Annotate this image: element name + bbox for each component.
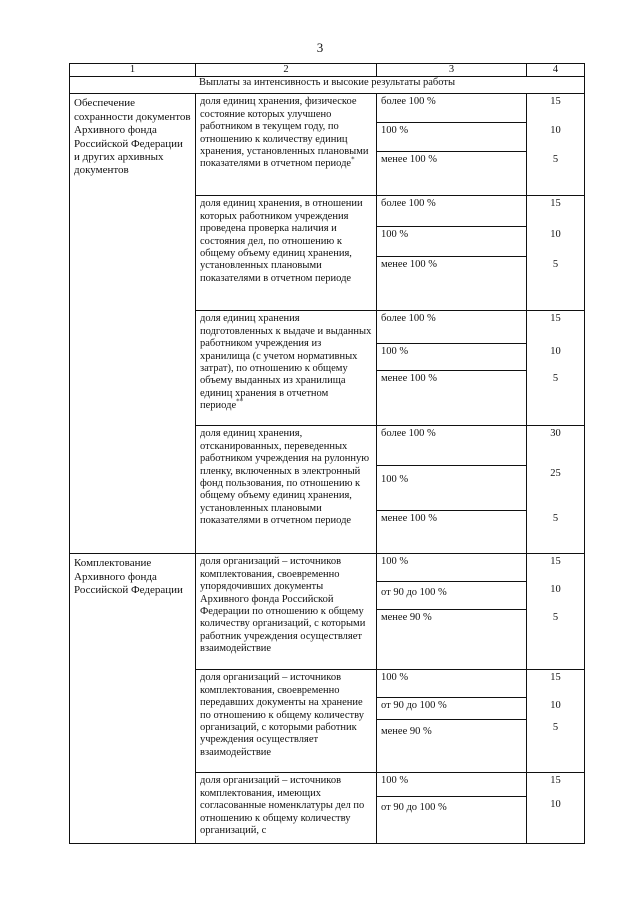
indicator-cell (196, 670, 377, 773)
page-number: 3 (316, 40, 324, 55)
value: 5 (552, 259, 559, 271)
value: 15 (550, 556, 561, 568)
section-title: Выплаты за интенсивность и высокие результаты работы (70, 77, 585, 94)
footnote-mark: * (351, 155, 355, 164)
indicator-text: доля единиц хранения, отсканированных, переведенных работником учреждения на рулонную пленку, включенных в электронный фонд пользования, по отношению к общему объему единиц хранения, установленных плановыми показателями в отчетном периоде (200, 428, 370, 527)
table-row (70, 94, 585, 196)
column-header-row (70, 64, 585, 77)
value-cell (527, 311, 585, 426)
indicator-cell (196, 773, 377, 844)
column-header: 3 (377, 64, 527, 77)
condition-label: менее 100 % (381, 373, 437, 385)
value-cell (527, 670, 585, 773)
value-cell (527, 554, 585, 670)
condition-label: менее 100 % (381, 154, 437, 166)
condition-cell (377, 554, 527, 670)
indicator-text: доля организаций – источников комплектования, своевременно упорядочивших документы Архивного фонда Российской Федерации по отношению к общему количеству организаций, с которыми работник учреждения осуществляет взаимодействие (200, 556, 366, 655)
footnote-mark: ** (236, 397, 244, 406)
condition-label: 100 % (377, 554, 526, 582)
value: 5 (552, 513, 559, 525)
condition-label: от 90 до 100 % (381, 802, 447, 814)
condition-label: менее 100 % (381, 513, 437, 525)
condition-cell (377, 773, 527, 844)
value: 10 (550, 229, 561, 241)
indicator-cell (196, 311, 377, 426)
value: 5 (552, 154, 559, 166)
payments-table (69, 63, 585, 844)
value: 30 (550, 428, 561, 440)
value-cell (527, 94, 585, 196)
value: 10 (550, 584, 561, 596)
value: 15 (550, 672, 561, 684)
indicator-cell (196, 196, 377, 311)
condition-label: более 100 % (377, 196, 526, 227)
indicator-text: доля организаций – источников комплектования, своевременно передавших документы на хранение по отношению к общему количеству организаций, с которыми работник учреждения осуществляет взаимодействие (200, 672, 364, 758)
indicator-text: доля единиц хранения подготовленных к выдаче и выданных работником учреждения из хранилища (с учетом нормативных затрат), по отношению к общему объему выданных из хранилища единиц хранения в отчетном периоде (200, 313, 372, 412)
value: 15 (550, 198, 561, 210)
indicator-cell (196, 94, 377, 196)
condition-cell (377, 196, 527, 311)
value-cell (527, 773, 585, 844)
condition-label: менее 90 % (381, 726, 432, 738)
condition-label: более 100 % (377, 94, 526, 123)
condition-cell (377, 311, 527, 426)
value: 10 (550, 799, 561, 811)
value: 15 (550, 313, 561, 325)
condition-label: 100 % (377, 773, 526, 797)
section-row (70, 77, 585, 94)
value: 5 (552, 722, 559, 734)
condition-label: 100 % (377, 466, 526, 511)
condition-label: от 90 до 100 % (377, 698, 526, 720)
condition-label: менее 100 % (381, 259, 437, 271)
value: 10 (550, 346, 561, 358)
condition-label: от 90 до 100 % (377, 582, 526, 610)
value: 15 (550, 96, 561, 108)
indicator-text: доля организаций – источников комплектования, имеющих согласованные номенклатуры дел по отношению к общему количеству организаций, с (200, 775, 365, 837)
column-header: 2 (196, 64, 377, 77)
indicator-text: доля единиц хранения, в отношении которых работником учреждения проведена проверка наличия и состояния дел, по отношению к общему объему единиц хранения, установленных плановыми показателями в отчетном периоде (200, 198, 363, 284)
value: 5 (552, 373, 559, 385)
condition-label: 100 % (377, 670, 526, 698)
value-cell (527, 196, 585, 311)
column-header: 4 (527, 64, 585, 77)
value: 25 (550, 468, 561, 480)
condition-cell (377, 426, 527, 554)
indicator-text: доля единиц хранения, физическое состояние которых улучшено работником в текущем году, по отношению к количеству единиц хранения, установленных плановыми показателями в отчетном периоде (200, 96, 369, 170)
table-row (70, 554, 585, 670)
area-cell: Комплектование Архивного фонда Российской Федерации (70, 554, 196, 844)
condition-label: 100 % (377, 344, 526, 371)
value: 15 (550, 775, 561, 787)
column-header: 1 (70, 64, 196, 77)
condition-label: более 100 % (377, 311, 526, 344)
condition-cell (377, 670, 527, 773)
condition-label: менее 90 % (381, 612, 432, 624)
condition-label: более 100 % (377, 426, 526, 466)
condition-cell (377, 94, 527, 196)
condition-label: 100 % (377, 227, 526, 257)
value: 10 (550, 700, 561, 712)
value: 10 (550, 125, 561, 137)
area-cell: Обеспечение сохранности документов Архивного фонда Российской Федерации и других архивных документов (70, 94, 196, 554)
indicator-cell (196, 554, 377, 670)
value: 5 (552, 612, 559, 624)
value-cell (527, 426, 585, 554)
indicator-cell (196, 426, 377, 554)
condition-label: 100 % (377, 123, 526, 152)
